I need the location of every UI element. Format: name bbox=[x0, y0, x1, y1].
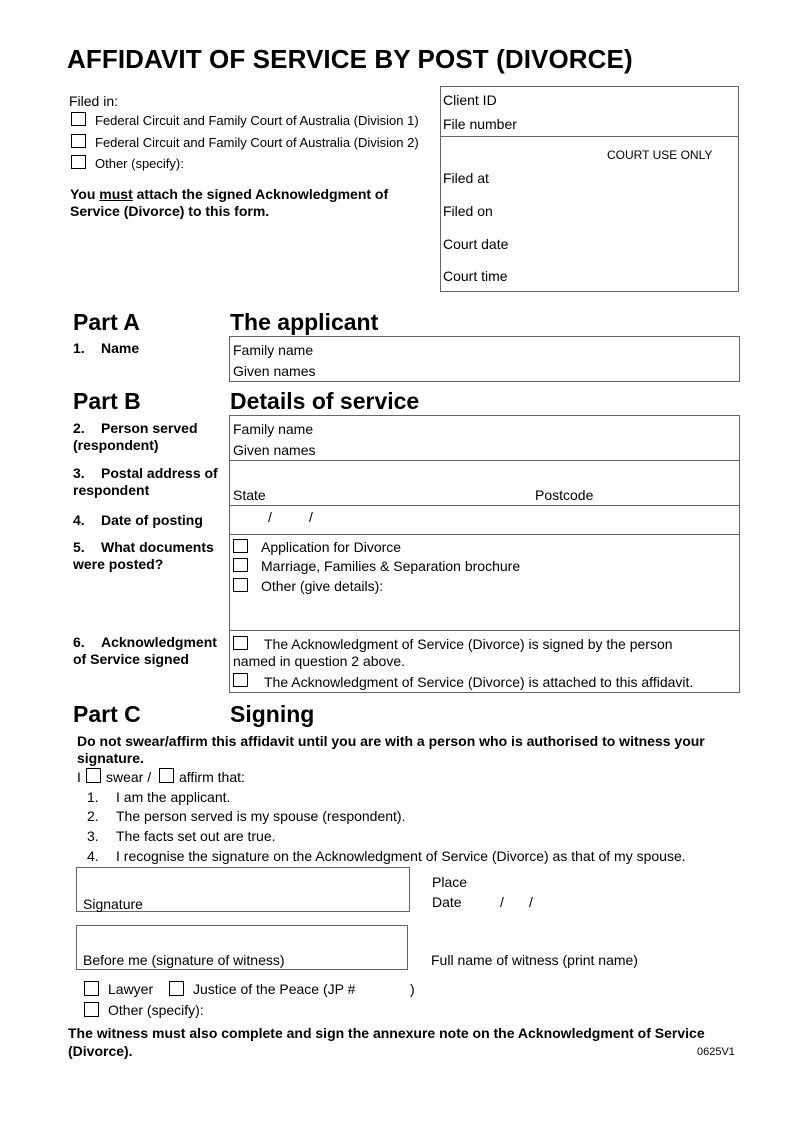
file-number-label: File number bbox=[443, 116, 517, 132]
posting-date-separator-1: / bbox=[268, 509, 272, 525]
ack-attached-checkbox[interactable] bbox=[233, 673, 248, 687]
filed-at-label: Filed at bbox=[443, 170, 489, 186]
court-time-label: Court time bbox=[443, 268, 508, 284]
q2-label-line2: (respondent) bbox=[73, 437, 159, 453]
statement-1-text: I am the applicant. bbox=[116, 789, 231, 805]
warning-text: Do not swear/affirm this affidavit until you are with a person who is authorised to witness your bbox=[77, 733, 705, 749]
doc-brochure-label: Marriage, Families & Separation brochure bbox=[261, 558, 521, 574]
row-divider-3 bbox=[229, 505, 740, 506]
affirm-checkbox[interactable] bbox=[159, 768, 174, 783]
other-court-label: Other (specify): bbox=[95, 156, 184, 171]
row-divider-2 bbox=[229, 460, 740, 461]
state-label[interactable]: State bbox=[233, 487, 266, 503]
court-box-divider bbox=[440, 136, 739, 137]
statement-2-text: The person served is my spouse (respondent). bbox=[116, 808, 406, 824]
row-divider-5 bbox=[229, 630, 740, 631]
doc-application-checkbox[interactable] bbox=[233, 539, 248, 553]
q5-label: 5. What documents bbox=[73, 539, 214, 555]
part-a-heading: The applicant bbox=[230, 309, 379, 335]
respondent-given-names-label[interactable]: Given names bbox=[233, 442, 316, 458]
q4-label: 4. Date of posting bbox=[73, 512, 203, 528]
footer-note-line2: (Divorce). bbox=[68, 1043, 133, 1059]
q6-label: 6. Acknowledgment bbox=[73, 634, 217, 650]
applicant-family-name-label: Family name bbox=[233, 342, 314, 358]
affirm-label: affirm that: bbox=[179, 769, 245, 785]
jp-label: Justice of the Peace (JP # bbox=[193, 981, 356, 997]
attach-notice: You must attach the signed Acknowledgment of bbox=[70, 186, 389, 202]
division-2-label: Federal Circuit and Family Court of Australia (Division 2) bbox=[95, 135, 419, 150]
ack-signed-label-line2: named in question 2 above. bbox=[233, 653, 406, 669]
court-date-label: Court date bbox=[443, 236, 509, 252]
attach-notice-line2: Service (Divorce) to this form. bbox=[70, 203, 270, 219]
swear-label: swear / bbox=[106, 769, 152, 785]
court-use-only-label: COURT USE ONLY bbox=[607, 148, 713, 162]
jp-close-paren: ) bbox=[410, 981, 415, 997]
division-1-checkbox[interactable] bbox=[71, 112, 86, 126]
ack-signed-label: The Acknowledgment of Service (Divorce) is signed by the person bbox=[264, 636, 673, 652]
division-1-label: Federal Circuit and Family Court of Australia (Division 1) bbox=[95, 113, 419, 128]
part-c-label: Part C bbox=[73, 701, 141, 727]
place-label: Place bbox=[432, 874, 468, 890]
lawyer-label: Lawyer bbox=[108, 981, 154, 997]
division-2-checkbox[interactable] bbox=[71, 134, 86, 148]
ack-attached-label: The Acknowledgment of Service (Divorce) is attached to this affidavit. bbox=[264, 674, 694, 690]
q5-label-line2: were posted? bbox=[73, 556, 164, 572]
lawyer-checkbox[interactable] bbox=[84, 981, 99, 996]
other-court-checkbox[interactable] bbox=[71, 155, 86, 169]
warning-text-line2: signature. bbox=[77, 750, 144, 766]
filed-in-label: Filed in: bbox=[69, 93, 119, 109]
statement-2-num: 2. bbox=[87, 808, 99, 824]
doc-application-label: Application for Divorce bbox=[261, 539, 402, 555]
date-label: Date bbox=[432, 894, 462, 910]
row-divider-4 bbox=[229, 534, 740, 535]
part-a-label: Part A bbox=[73, 309, 140, 335]
postcode-label[interactable]: Postcode bbox=[535, 487, 594, 503]
q3-label: 3. Postal address of bbox=[73, 465, 218, 481]
sign-date-separator-2: / bbox=[529, 894, 533, 910]
statement-3-num: 3. bbox=[87, 828, 99, 844]
jp-checkbox[interactable] bbox=[169, 981, 184, 996]
form-title: AFFIDAVIT OF SERVICE BY POST (DIVORCE) bbox=[67, 44, 633, 74]
doc-brochure-checkbox[interactable] bbox=[233, 558, 248, 572]
filed-on-label: Filed on bbox=[443, 203, 493, 219]
other-witness-label: Other (specify): bbox=[108, 1002, 204, 1018]
applicant-given-names-label: Given names bbox=[233, 363, 316, 379]
witness-signature-label: Before me (signature of witness) bbox=[83, 952, 285, 968]
witness-name-label[interactable]: Full name of witness (print name) bbox=[431, 952, 638, 968]
swear-checkbox[interactable] bbox=[86, 768, 101, 783]
i-label: I bbox=[77, 769, 81, 785]
statement-4-text: I recognise the signature on the Acknowledgment of Service (Divorce) as that of my spouse. bbox=[116, 848, 686, 864]
statement-3-text: The facts set out are true. bbox=[116, 828, 276, 844]
other-witness-checkbox[interactable] bbox=[84, 1002, 99, 1017]
q2-label: 2. Person served bbox=[73, 420, 198, 436]
footer-note: The witness must also complete and sign the annexure note on the Acknowledgment of Service bbox=[68, 1025, 705, 1041]
q1-label: 1. Name bbox=[73, 340, 140, 356]
part-b-label: Part B bbox=[73, 388, 141, 414]
doc-other-label: Other (give details): bbox=[261, 578, 384, 594]
part-c-heading: Signing bbox=[230, 701, 315, 727]
signature-label: Signature bbox=[83, 896, 143, 912]
part-b-heading: Details of service bbox=[230, 388, 420, 414]
posting-date-separator-2: / bbox=[309, 509, 313, 525]
statement-4-num: 4. bbox=[87, 848, 99, 864]
doc-other-checkbox[interactable] bbox=[233, 578, 248, 592]
respondent-family-name-label[interactable]: Family name bbox=[233, 421, 314, 437]
sign-date-separator-1: / bbox=[500, 894, 504, 910]
client-id-label: Client ID bbox=[443, 92, 497, 108]
statement-1-num: 1. bbox=[87, 789, 99, 805]
ack-signed-checkbox[interactable] bbox=[233, 636, 248, 650]
form-code: 0625V1 bbox=[697, 1046, 735, 1058]
q3-label-line2: respondent bbox=[73, 482, 150, 498]
q6-label-line2: of Service signed bbox=[73, 651, 189, 667]
